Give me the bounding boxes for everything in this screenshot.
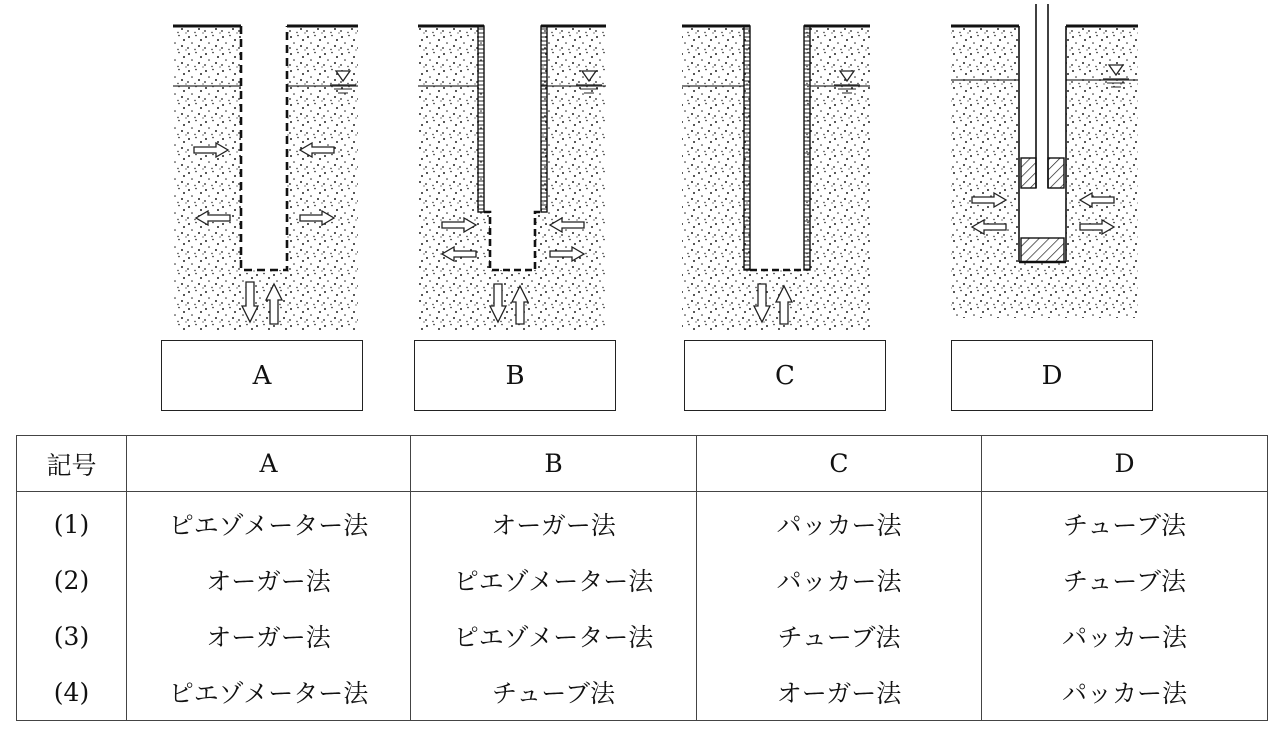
figure-label-b: B	[414, 340, 616, 411]
figure-d-diagram	[951, 4, 1138, 318]
figure-b-diagram	[418, 26, 606, 330]
pipe-icon	[1036, 4, 1048, 188]
table-row	[17, 608, 1268, 664]
table-cell: ピエゾメーター法	[127, 492, 411, 553]
table-cell: パッカー法	[697, 492, 982, 553]
casing-icon	[744, 26, 810, 270]
figure-a-diagram	[173, 26, 358, 330]
packer-icon	[1021, 158, 1064, 262]
header-d: D	[982, 436, 1268, 492]
table-cell: ピエゾメーター法	[411, 552, 697, 608]
casing-icon	[478, 26, 547, 212]
table-cell: ピエゾメーター法	[411, 608, 697, 664]
figure-label-d: D	[951, 340, 1153, 411]
table-cell: ピエゾメーター法	[127, 664, 411, 721]
row-symbol: (4)	[17, 664, 127, 721]
table-row	[17, 664, 1268, 721]
header-symbol: 記号	[17, 436, 127, 492]
table-header-row	[17, 436, 1268, 492]
table-cell: オーガー法	[697, 664, 982, 721]
table-cell: パッカー法	[982, 664, 1268, 721]
row-symbol: (2)	[17, 552, 127, 608]
table-cell: チューブ法	[411, 664, 697, 721]
header-b: B	[411, 436, 697, 492]
table-cell: オーガー法	[127, 608, 411, 664]
table-cell: オーガー法	[127, 552, 411, 608]
figure-c-diagram	[682, 26, 870, 330]
table-cell: パッカー法	[697, 552, 982, 608]
header-a: A	[127, 436, 411, 492]
table-cell: パッカー法	[982, 608, 1268, 664]
figure-label-c: C	[684, 340, 886, 411]
table-row	[17, 552, 1268, 608]
table-cell: チューブ法	[982, 552, 1268, 608]
table-row	[17, 492, 1268, 553]
table-cell: チューブ法	[697, 608, 982, 664]
row-symbol: (1)	[17, 492, 127, 553]
row-symbol: (3)	[17, 608, 127, 664]
borehole-figures	[0, 0, 1280, 340]
answer-table	[16, 435, 1268, 721]
figure-label-a: A	[161, 340, 363, 411]
header-c: C	[697, 436, 982, 492]
table-cell: チューブ法	[982, 492, 1268, 553]
table-cell: オーガー法	[411, 492, 697, 553]
